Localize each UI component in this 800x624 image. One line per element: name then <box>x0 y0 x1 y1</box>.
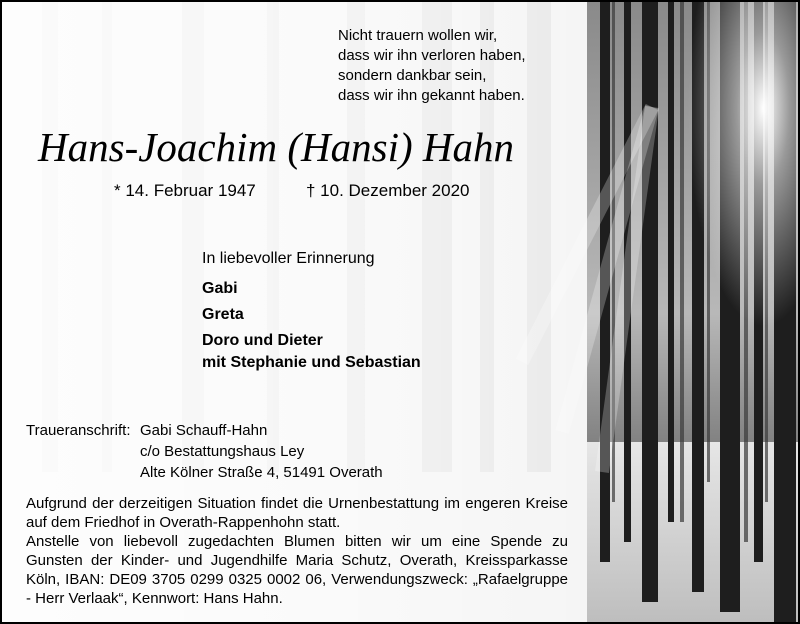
poem-line: Nicht trauern wollen wir, <box>338 27 498 44</box>
mourner-name: Doro und Dieter <box>202 332 323 349</box>
birth-date: * 14. Februar 1947 <box>114 181 256 200</box>
address-line: Gabi Schauff-Hahn <box>140 422 268 439</box>
funeral-notice: Aufgrund der derzeitigen Situation findet die Urnenbestattung im engeren Kreise auf dem Friedhof in Overath-Rappenhohn statt. <box>26 495 568 531</box>
mourners-list <box>202 278 421 374</box>
mourner-name: Gabi <box>202 280 238 297</box>
mourner-name: Greta <box>202 306 244 323</box>
donation-notice: Anstelle von liebevoll zugedachten Blumen bitten wir um eine Spende zu Gunsten der Kinder- und Jugendhilfe Maria Schutz, Overath, Kreissparkasse Köln, IBAN: DE09 3705 0299 0325 0002 06, Verwendungszweck: „Rafaelgruppe - Herr Verlaak“, Kennwort: Hans Hahn. <box>26 533 568 607</box>
address-line: c/o Bestattungshaus Ley <box>140 443 305 460</box>
death-date: † 10. Dezember 2020 <box>306 181 470 200</box>
mourner-name: mit Stephanie und Sebastian <box>202 354 421 371</box>
poem-line: dass wir ihn gekannt haben. <box>338 87 525 104</box>
poem-line: dass wir ihn verloren haben, <box>338 47 526 64</box>
memory-intro: In liebevoller Erinnerung <box>202 250 375 267</box>
obituary-content <box>2 2 800 624</box>
deceased-name: Hans-Joachim (Hansi) Hahn <box>38 124 514 170</box>
poem-line: sondern dankbar sein, <box>338 67 487 84</box>
poem <box>338 26 558 106</box>
condolence-address <box>26 420 383 483</box>
address-line: Alte Kölner Straße 4, 51491 Overath <box>140 464 383 481</box>
address-label: Traueranschrift: <box>26 422 131 439</box>
